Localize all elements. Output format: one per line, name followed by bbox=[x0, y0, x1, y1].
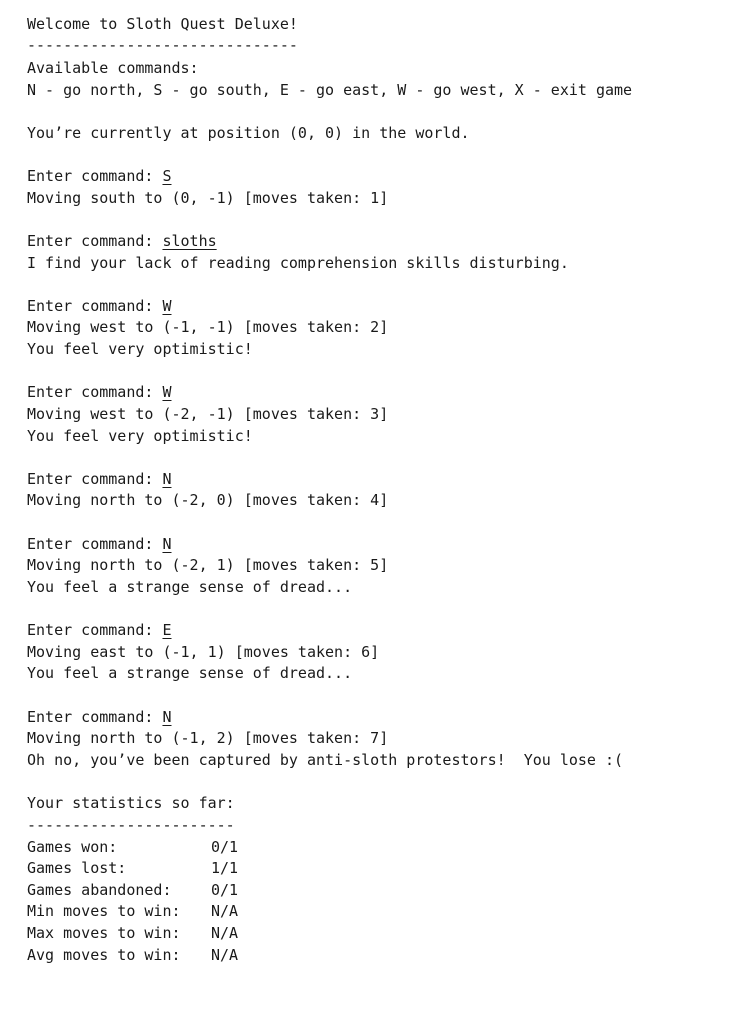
prompt-label: Enter command: bbox=[27, 383, 163, 401]
stat-row bbox=[27, 858, 238, 878]
stat-row bbox=[27, 837, 238, 857]
stat-value: 1/1 bbox=[211, 859, 239, 877]
command-input: W bbox=[162, 383, 172, 401]
response-line: You feel a strange sense of dread... bbox=[27, 578, 353, 596]
command-prompt bbox=[27, 707, 172, 727]
prompt-label: Enter command: bbox=[27, 535, 163, 553]
commands-list: N - go north, S - go south, E - go east, W - go west, X - exit game bbox=[27, 81, 633, 99]
prompt-label: Enter command: bbox=[27, 470, 163, 488]
response-line: You feel a strange sense of dread... bbox=[27, 664, 353, 682]
command-input: N bbox=[162, 708, 172, 726]
response-line: Moving west to (-1, -1) [moves taken: 2] bbox=[27, 318, 389, 336]
welcome-line: Welcome to Sloth Quest Deluxe! bbox=[27, 15, 298, 33]
prompt-label: Enter command: bbox=[27, 167, 163, 185]
command-prompt bbox=[27, 166, 172, 186]
stat-label: Games lost: bbox=[27, 859, 127, 877]
stats-divider: ----------------------- bbox=[27, 816, 235, 834]
command-prompt bbox=[27, 469, 172, 489]
commands-heading: Available commands: bbox=[27, 59, 199, 77]
divider-line: ------------------------------ bbox=[27, 36, 298, 54]
stat-row bbox=[27, 880, 238, 900]
response-line: You feel very optimistic! bbox=[27, 427, 253, 445]
stats-heading: Your statistics so far: bbox=[27, 794, 235, 812]
response-line: Moving east to (-1, 1) [moves taken: 6] bbox=[27, 643, 380, 661]
response-line: Moving north to (-2, 0) [moves taken: 4] bbox=[27, 491, 389, 509]
command-input: S bbox=[162, 167, 172, 185]
command-prompt bbox=[27, 534, 172, 554]
position-intro: You’re currently at position (0, 0) in the world. bbox=[27, 124, 470, 142]
stat-value: N/A bbox=[211, 902, 239, 920]
response-line: You feel very optimistic! bbox=[27, 340, 253, 358]
prompt-label: Enter command: bbox=[27, 297, 163, 315]
stat-label: Games won: bbox=[27, 838, 118, 856]
stat-label: Games abandoned: bbox=[27, 881, 172, 899]
response-line: Moving north to (-1, 2) [moves taken: 7] bbox=[27, 729, 389, 747]
prompt-label: Enter command: bbox=[27, 708, 163, 726]
response-line: Moving west to (-2, -1) [moves taken: 3] bbox=[27, 405, 389, 423]
command-prompt bbox=[27, 620, 172, 640]
stat-label: Max moves to win: bbox=[27, 924, 181, 942]
response-line: Oh no, you’ve been captured by anti-sloth protestors! You lose :( bbox=[27, 751, 624, 769]
stat-value: 0/1 bbox=[211, 838, 239, 856]
command-input: N bbox=[162, 470, 172, 488]
stat-label: Min moves to win: bbox=[27, 902, 181, 920]
stat-label: Avg moves to win: bbox=[27, 946, 181, 964]
stat-row bbox=[27, 923, 238, 943]
stat-row bbox=[27, 901, 238, 921]
stat-value: N/A bbox=[211, 946, 239, 964]
command-input: E bbox=[162, 621, 172, 639]
prompt-label: Enter command: bbox=[27, 232, 163, 250]
command-prompt bbox=[27, 296, 172, 316]
command-prompt bbox=[27, 382, 172, 402]
response-line: Moving south to (0, -1) [moves taken: 1] bbox=[27, 189, 389, 207]
response-line: I find your lack of reading comprehension skills disturbing. bbox=[27, 254, 569, 272]
command-prompt bbox=[27, 231, 217, 251]
command-input: sloths bbox=[162, 232, 217, 250]
command-input: N bbox=[162, 535, 172, 553]
stat-row bbox=[27, 945, 238, 965]
response-line: Moving north to (-2, 1) [moves taken: 5] bbox=[27, 556, 389, 574]
stat-value: N/A bbox=[211, 924, 239, 942]
prompt-label: Enter command: bbox=[27, 621, 163, 639]
stat-value: 0/1 bbox=[211, 881, 239, 899]
command-input: W bbox=[162, 297, 172, 315]
